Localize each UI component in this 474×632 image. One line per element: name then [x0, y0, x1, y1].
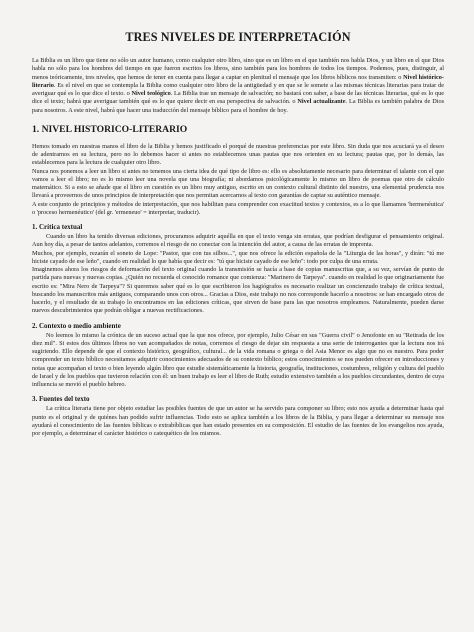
subsection-heading: 2. Contexto o medio ambiente: [32, 321, 121, 330]
section-body: [32, 143, 444, 217]
subsection-heading: 1. Crítica textual: [32, 223, 83, 231]
intro-text-a: La Biblia es un libro que tiene no sólo un autor humano, como cualquier otro libro, sino que es un libro en el que también nos habla Dios, y un libro en el que Dios habla no sólo para los hombres del tiempo en que fueron escritos los libros, sino también para los hombres de todos los tiempos. Podemos, pues, distinguir, al menos teóricamente, tres niveles, que hemos de tener en cuenta para llegar a captar en plenitud el mensaje que los libros bíblicos nos transmiten: o: [32, 57, 444, 81]
paragraph: A este conjunto de principios y métodos de interpretación, que nos habilitan para comprender con exactitud textos y contextos, es a lo que llamamos 'hermenéutica' o 'proceso hermenéutico' (del gr. 'ermeneuo' = interpretar, traducir).: [32, 200, 444, 216]
paragraph: Nunca nos ponemos a leer un libro si antes no tenemos una cierta idea de qué tipo de libro es: ello es absolutamente necesario para determinar el talante con el que vamos a leer el libro; no es lo mismo leer una novela que una biografía; ni abordamos psicológicamente lo mismo un libro de poemas que otro de cálculo matemático. Si a esto se añade que el libro en cuestión es un libro muy antiguo, escrito en un contexto cultural distinto del nuestro, una elemental prudencia nos llevará a proveernos de unos principios de interpretación que nos permitan acercarnos al texto con garantías de captar su auténtico mensaje.: [32, 167, 444, 200]
intro-text-b: . Es el nivel en que se contempla la Biblia como cualquier otro libro de la antigüedad y en que se le somete a las mismas técnicas literarias para tratar de averiguar qué es lo que dice el texto. o: [32, 81, 444, 97]
paragraph: Muchos, por ejemplo, rezarán el soneto de Lope: "Pastor, que con tus silbos...", que nos ofrece la edición española de la "Liturgia de las horas", y dirán: "tú me hiciste cayado de ese leño", cuando en realidad lo que había que decir es: "tú que hiciste cayado de ese leño": todo por culpa de una errata.: [32, 249, 444, 265]
intro-text-d: . La Biblia es también palabra de Dios para nosotros. A este nivel, habrá que hacer una traducción del mensaje bíblico para el hombre de hoy.: [32, 98, 445, 114]
intro-paragraph: [32, 57, 444, 115]
level-historico-literario: Nivel histórico-literario: [32, 73, 445, 89]
intro-text-c: . La Biblia trae un mensaje de salvación; no bastará con saber, a base de las técnicas literarias, qué es lo que dice el texto; habrá que averiguar también qué es lo que quiere decir en esa perspectiva de salvación. o: [32, 90, 444, 106]
level-actualizante: Nivel actualizante: [297, 98, 346, 106]
paragraph: Imaginemos ahora los riesgos de deformación del texto original cuando la transmisión se hacía a base de copias manuscritas que, a su vez, servían de punto de partida para nuevas y nuevas copias. ¿Quién no recuerda el conocido romance que comienza: "Marinero de Tarpeya". cuando en realidad lo que originariamente fue escrito es: "Mira Nero de Tarpeya"? Si queremos saber qué es lo que escribieron los hagiógrafos es necesario realizar un concienzudo trabajo de crítica textual, buscando los manuscritos más antiguos, comparando unos con otros... Gracias a Dios, este trabajo no nos corresponde hacerlo a nosotros: se han encargado otros de hacerlo, y el resultado de su trabajo lo encontramos en las ediciones críticas, que sirven de base para las que nosotros empleamos. Naturalmente, pueden darse nuevos descubrimientos que podrán obligar a nuevas rectificaciones.: [32, 266, 444, 315]
document-title: TRES NIVELES DE INTERPRETACIÓN: [125, 30, 351, 44]
paragraph: Hemos tomado en nuestras manos el libro de la Biblia y hemos justificado el porqué de nuestras preferencias por este libro. Sin duda que nos acuciará ya el deseo de adentrarnos en su lectura, pero no lo debemos hacer si antes no establecemos unas pautas que nos orienten en su lectura; pautas que, por lo demás, las establecemos para la lectura de cualquier otro libro.: [32, 142, 444, 167]
paragraph: Cuando un libro ha tenido diversas ediciones, procuramos adquirir aquélla en que el texto venga sin erratas, que podrían desfigurar el pensamiento original. Aun hoy día, a pesar de tantos adelantos, corremos el riesgo de no conectar con la intención del autor, a causa de las erratas de imprenta.: [32, 233, 444, 249]
paragraph: No leemos lo mismo la crónica de un suceso actual que la que nos ofrece, por ejemplo, Julio César en sus "Guerra civil" o Jenofonte en su "Retirada de los diez mil". Si estos dos últimos libros no van acompañados de notas, corremos el riesgo de dejar sin respuesta a una serie de interrogantes que la lectura nos irá sugiriendo. Ello depende de que el contexto histórico, geográfico, cultural... de la vida romana o griega o del Asia Menor es algo que no es nuestro. Para poder comprender un texto bíblico necesitamos adquirir conocimientos adecuados de su contexto bíblico; estos conocimientos se nos pueden ofrecer en introducciones y notas que acompañan el texto o bien leyendo algún libro que estudie sistemáticamente la historia, geografía, instituciones, costumbres, religión y cultura del pueblo de Israel y de los pueblos que tuvieron relación con él: un buen trabajo es leer el libro de Ruth; estudio extensivo también a los pueblos circundantes, dentro de cuya influencia se movió el pueblo hebreo.: [32, 331, 444, 388]
paragraph: La crítica literaria tiene por objeto estudiar las posibles fuentes de que un autor se ha servido para componer su libro; esto nos ayuda a determinar hasta qué punto es el original y de quiénes han podido sufrir influencias. Todo esto se aplica también a los libros de la Biblia, y para llegar a determinar su mensaje nos ayudará el conocimiento de las fuentes bíblicas o extrabíblicas que han estado presentes en su composición. El estudio de las fuentes de los evangelios nos ayuda, por ejemplo, a determinar el carácter histórico o catequético de los mismos.: [32, 405, 444, 437]
level-teologico: Nivel teológico: [131, 90, 171, 97]
section-heading: 1. NIVEL HISTORICO-LITERARIO: [32, 123, 188, 135]
subsection-body: [32, 233, 444, 316]
subsection-body: [32, 405, 444, 438]
subsection-heading: 3. Fuentes del texto: [32, 395, 90, 404]
subsection-body: [32, 332, 444, 390]
